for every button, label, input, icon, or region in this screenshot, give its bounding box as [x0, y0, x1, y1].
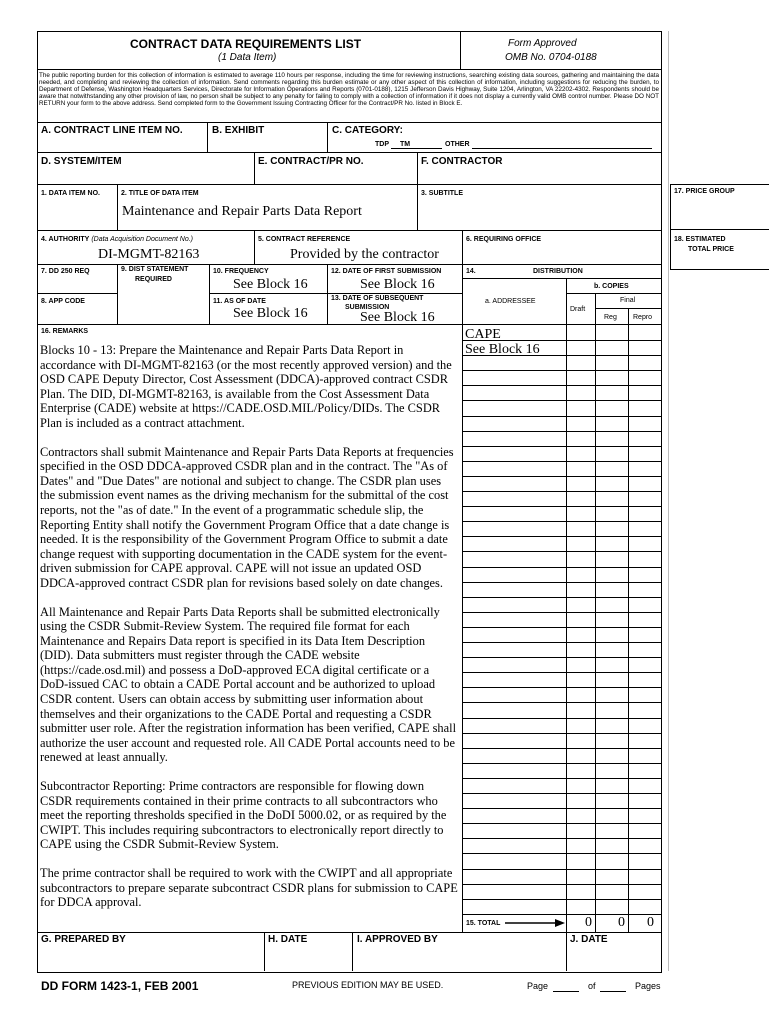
distribution-row-line — [462, 808, 661, 809]
distribution-row-line — [462, 385, 661, 386]
label-authority-wrap — [41, 236, 193, 244]
contractor-field[interactable] — [420, 168, 658, 182]
label-authority: 4. AUTHORITY — [41, 236, 90, 243]
label-other: OTHER — [445, 141, 470, 148]
label-tm: TM — [400, 141, 411, 148]
label-dist-statement: 9. DIST STATEMENT — [121, 266, 189, 273]
title-of-data-item[interactable]: Maintenance and Repair Parts Data Report — [122, 204, 362, 219]
as-of-date-value[interactable]: See Block 16 — [233, 306, 308, 321]
label-category: C. CATEGORY: — [332, 125, 403, 136]
distribution-row-line — [462, 884, 661, 885]
label-copies: b. COPIES — [594, 283, 629, 290]
omb-number: OMB No. 0704-0188 — [505, 52, 597, 63]
row-abc-bottom — [37, 152, 661, 153]
label-contractor: F. CONTRACTOR — [421, 156, 503, 167]
distribution-row-line — [462, 506, 661, 507]
label-first-submission: 12. DATE OF FIRST SUBMISSION — [331, 268, 442, 275]
page-total-field[interactable] — [600, 991, 626, 992]
label-reg: Reg — [604, 314, 617, 321]
distribution-row-line — [462, 914, 661, 915]
form-id: DD FORM 1423-1, FEB 2001 — [41, 979, 199, 993]
label-frequency: 10. FREQUENCY — [213, 268, 269, 275]
label-dd250: 7. DD 250 REQ — [41, 268, 90, 275]
distribution-row-line — [462, 657, 661, 658]
page-label: Page — [527, 981, 549, 991]
date-h-field[interactable] — [267, 948, 349, 962]
distribution-row-line — [462, 853, 661, 854]
form-title: CONTRACT DATA REQUIREMENTS LIST — [130, 37, 362, 51]
remark-paragraph-3: All Maintenance and Repair Parts Data Reports shall be submitted electronically using the CSDR Submit-Review System. The required file format for each Maintenance and Repairs Data report is specified in its Data Item Description (DID). Data submitters must register through the CADE website (https://cade.osd.mil) and possess a DoD-approved ECA digital certificate or a DoD-issued CAC to obtain a CADE Portal account and be authorized to upload CSDR content. Users can obtain access by submitting user information about themselves and their organizations to the CADE Portal and requesting a CSDR submitter user role. After the registration information has been verified, CAPE shall authorize the user account and requested role. All CADE Portal accounts need to be renewed at least annually. — [40, 604, 457, 765]
label-data-item-no: 1. DATA ITEM NO. — [41, 190, 100, 197]
distribution-row-line — [462, 718, 661, 719]
label-app-code: 8. APP CODE — [41, 298, 85, 305]
distribution-row-line — [462, 461, 661, 462]
divider-4-5 — [254, 230, 255, 264]
burden-notice: The public reporting burden for this collection of information is estimated to average 110 hours per response, including the time for reviewing instructions, searching existing data sources, gathering and maintaining the data needed, and completing and reviewing the collection of information. Send comments regarding this burden estimate or any other aspect of this collection of information, including suggestions for reducing the burden, to Department of Defense, Washington Headquarters Services, Directorate for Information Operations and Reports (0701-0188), 1215 Jefferson Davis Highway, Suite 1204, Arlington, VA 22202-4302. Respondents should be aware that notwithstanding any other provision of law, no person shall be subject to any penalty for failing to comply with a collection of information if it does not display a currently valid OMB control number. Please DO NOT RETURN your form to the above address. Send completed form to the Government Issuing Contracting Officer for the Contract/PR No. listed in Block E. — [39, 72, 659, 107]
label-total: 15. TOTAL — [466, 920, 501, 927]
remark-paragraph-5: The prime contractor shall be required to work with the CWIPT and all appropriate subcontractors to prepare separate subcontract CSDR plans for submission to CAPE for DDCA approval. — [40, 866, 458, 910]
label-subtitle: 3. SUBTITLE — [421, 190, 464, 197]
authority-value[interactable]: DI-MGMT-82163 — [98, 247, 200, 262]
row-10-11-divider — [209, 293, 462, 294]
label-dist-required: REQUIRED — [135, 276, 172, 283]
distribution-row-line — [462, 899, 661, 900]
distribution-row-line — [462, 672, 661, 673]
divider-7-9 — [117, 264, 118, 324]
subsequent-submission-value[interactable]: See Block 16 — [360, 310, 435, 325]
other-field[interactable] — [472, 148, 652, 149]
contract-pr-field[interactable] — [257, 168, 415, 182]
form-approved: Form Approved — [508, 38, 577, 49]
divider-reg-repro — [628, 308, 629, 324]
label-price-group: 17. PRICE GROUP — [674, 188, 735, 195]
contract-line-item-field[interactable] — [39, 137, 204, 151]
distribution-row-line — [462, 597, 661, 598]
frequency-value[interactable]: See Block 16 — [233, 277, 308, 292]
row-header-bottom — [37, 324, 661, 325]
distribution-row-line — [462, 612, 661, 613]
divider-g-h — [264, 932, 265, 971]
label-repro: Repro — [633, 314, 653, 321]
distribution-row-line — [462, 869, 661, 870]
distribution-row-line — [462, 476, 661, 477]
label-tdp: TDP — [375, 141, 389, 148]
distribution-row-line — [462, 491, 661, 492]
label-subsequent-submission: 13. DATE OF SUBSEQUENT — [331, 295, 424, 302]
distribution-row-line — [462, 431, 661, 432]
system-item-field[interactable] — [39, 168, 251, 182]
label-subsequent-submission-2: SUBMISSION — [345, 304, 390, 311]
header-divider — [460, 31, 461, 69]
notice-bottom-rule — [37, 122, 661, 123]
label-requiring-office: 6. REQUIRING OFFICE — [466, 236, 542, 243]
distribution-row-line — [462, 733, 661, 734]
header-bottom-rule — [37, 69, 661, 70]
label-date-h: H. DATE — [268, 934, 308, 945]
label-distribution: DISTRIBUTION — [533, 268, 583, 275]
label-addressee: a. ADDRESSEE — [485, 298, 536, 305]
label-final: Final — [620, 297, 636, 304]
label-title-of-data-item: 2. TITLE OF DATA ITEM — [121, 190, 199, 197]
distribution-row-line — [462, 370, 661, 371]
row-123-bottom — [37, 230, 661, 231]
pages-label: Pages — [635, 981, 661, 991]
subtitle-field[interactable] — [420, 203, 658, 217]
divider-i-j — [566, 932, 567, 971]
distribution-row-line — [462, 536, 661, 537]
divider-12-14 — [462, 264, 463, 324]
of-label: of — [588, 981, 596, 991]
divider-a-b — [207, 122, 208, 152]
distribution-row-line — [462, 400, 661, 401]
label-estimated: 18. ESTIMATED — [674, 236, 726, 243]
distribution-row-line — [462, 748, 661, 749]
label-approved-by: I. APPROVED BY — [357, 934, 438, 945]
divider-addressee-copies — [566, 278, 567, 324]
divider-1-2 — [117, 184, 118, 230]
tm-field[interactable] — [412, 148, 442, 149]
label-total-price: TOTAL PRICE — [688, 246, 734, 253]
row-def-bottom — [37, 184, 661, 185]
addressee-see-block[interactable]: See Block 16 — [465, 342, 540, 357]
distribution-row-line — [462, 582, 661, 583]
divider-5-6 — [462, 230, 463, 264]
divider-2-3 — [417, 184, 418, 230]
addressee-cape[interactable]: CAPE — [465, 327, 501, 342]
distribution-row-line — [462, 446, 661, 447]
label-contract-reference: 5. CONTRACT REFERENCE — [258, 236, 351, 243]
divider-d-e — [254, 152, 255, 184]
label-remarks: 16. REMARKS — [41, 328, 89, 335]
edition-note: PREVIOUS EDITION MAY BE USED. — [292, 980, 444, 990]
distribution-row-line — [462, 627, 661, 628]
distribution-row-line — [462, 416, 661, 417]
distribution-row-line — [462, 838, 661, 839]
app-code-field[interactable] — [39, 308, 114, 322]
divider-h-i — [352, 932, 353, 971]
remarks-bottom-rule — [37, 932, 661, 933]
prepared-by-field[interactable] — [39, 948, 261, 962]
label-exhibit: B. EXHIBIT — [212, 125, 265, 136]
total-repro[interactable]: 0 — [647, 915, 654, 930]
distribution-row-line — [462, 793, 661, 794]
distribution-row-line — [462, 567, 661, 568]
form-subtitle: (1 Data Item) — [218, 52, 277, 63]
label-draft: Draft — [570, 306, 586, 313]
divider-b-c — [327, 122, 328, 152]
distribution-row-line — [462, 763, 661, 764]
distribution-row-line — [462, 551, 661, 552]
distribution-row-line — [462, 642, 661, 643]
total-arrow-icon — [505, 918, 565, 928]
total-reg[interactable]: 0 — [618, 915, 625, 930]
requiring-office-field[interactable] — [465, 248, 658, 262]
divider-e-f — [417, 152, 418, 184]
label-contract-pr: E. CONTRACT/PR NO. — [258, 156, 364, 167]
label-system-item: D. SYSTEM/ITEM — [41, 156, 122, 167]
row-78-divider — [37, 293, 117, 294]
remark-paragraph-1: Blocks 10 - 13: Prepare the Maintenance and Repair Parts Data Report in accordance with DI-MGMT-82163 (or the most recently approved version) and the OSD CAPE Deputy Director, Cost Assessment (DDCA)-approved contract CSDR Plan. The DID, DI-MGMT-82163, is available from the Cost Assessment Data Enterprise (CADE) website at https://CADE.OSD.MIL/Policy/DIDs. The CSDR Plan is included as a contract attachment. — [40, 343, 452, 430]
label-as-of-date: 11. AS OF DATE — [213, 298, 266, 305]
label-prepared-by: G. PREPARED BY — [41, 934, 126, 945]
data-item-no-field[interactable] — [39, 203, 114, 217]
distribution-rule — [462, 278, 661, 279]
first-submission-value[interactable]: See Block 16 — [360, 277, 435, 292]
distribution-row-line — [462, 687, 661, 688]
page-number-field[interactable] — [553, 991, 579, 992]
divider-9-10 — [209, 264, 210, 324]
approved-by-field[interactable] — [355, 948, 563, 962]
distribution-row-line — [462, 778, 661, 779]
contract-reference-value[interactable]: Provided by the contractor — [290, 247, 439, 262]
total-draft[interactable]: 0 — [585, 915, 592, 930]
distribution-row-line — [462, 823, 661, 824]
label-date-j: J. DATE — [570, 934, 608, 945]
date-j-field[interactable] — [569, 948, 658, 962]
dd250-field[interactable] — [39, 279, 114, 293]
dist-statement-field[interactable] — [120, 290, 206, 304]
label-contract-line-item: A. CONTRACT LINE ITEM NO. — [41, 125, 183, 136]
divider-10-12 — [327, 264, 328, 324]
remarks-text[interactable] — [40, 343, 458, 924]
right-margin-line — [668, 31, 669, 971]
distribution-row-line — [462, 521, 661, 522]
label-authority-note: (Data Acquisition Document No.) — [91, 236, 193, 243]
row-456-bottom — [37, 264, 661, 265]
copies-rule — [566, 293, 661, 294]
exhibit-field[interactable] — [210, 137, 325, 151]
remark-paragraph-2: Contractors shall submit Maintenance and Repair Parts Data Reports at frequencies specified in the OSD DDCA-approved CSDR plan and in the contract. The "As of Dates" and "Due Dates" are notional and subject to change. The CSDR plan uses the submission event names as the driving mechanism for the submittal of the cost reports, not the "as of date." In the event of a programmatic schedule slip, the Reporting Entity shall notify the Government Program Office that a date change is needed. It is the responsibility of the Government Program Office to submit a date change request with supporting documentation in the CADE system for the event-driven submission for CAPE approval. CAPE will not issue an updated OSD DDCA-approved contract CSDR plan for revisions based solely on date changes. — [40, 444, 454, 590]
distribution-row-line — [462, 702, 661, 703]
remark-paragraph-4: Subcontractor Reporting: Prime contractors are responsible for flowing down CSDR requirements contained in their prime contracts to all subcontractors who meet the reporting thresholds specified in the DoDI 5000.02, or as required by the CWIPT. This includes requiring subcontractors to electronically report directly to CAPE using the CSDR Submit-Review System. — [40, 779, 447, 852]
label-block-14: 14. — [466, 268, 476, 275]
